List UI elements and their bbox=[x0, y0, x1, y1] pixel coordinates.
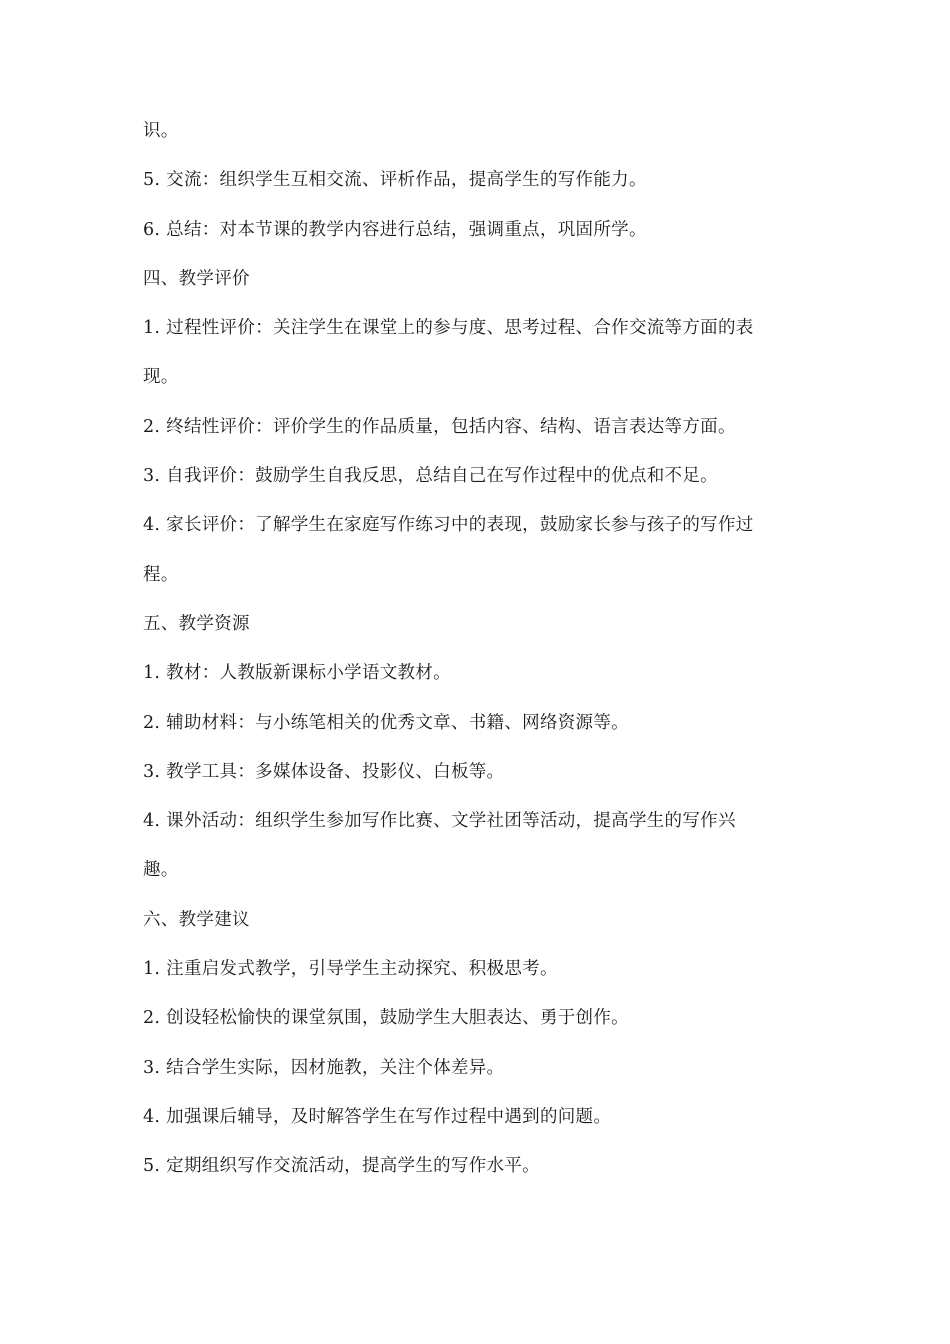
section-heading-suggestions: 六、教学建议 bbox=[143, 909, 250, 930]
document-body bbox=[143, 114, 823, 1199]
text-line-continuation: 识。 bbox=[143, 121, 179, 141]
list-item-textbook: 1. 教材：人教版新课标小学语文教材。 bbox=[143, 663, 451, 684]
list-item-exchange: 5. 交流：组织学生互相交流、评析作品，提高学生的写作能力。 bbox=[143, 170, 647, 191]
list-item-activities: 4. 课外活动：组织学生参加写作比赛、文学社团等活动，提高学生的写作兴 bbox=[143, 811, 736, 832]
list-item-individual-differences: 3. 结合学生实际，因材施教，关注个体差异。 bbox=[143, 1057, 505, 1078]
section-heading-resources: 五、教学资源 bbox=[143, 613, 250, 634]
list-item-atmosphere: 2. 创设轻松愉快的课堂氛围，鼓励学生大胆表达、勇于创作。 bbox=[143, 1008, 629, 1029]
text-line-continuation: 趣。 bbox=[143, 860, 179, 881]
list-item-self-evaluation: 3. 自我评价：鼓励学生自我反思，总结自己在写作过程中的优点和不足。 bbox=[143, 466, 718, 487]
list-item-parent-evaluation: 4. 家长评价：了解学生在家庭写作练习中的表现，鼓励家长参与孩子的写作过 bbox=[143, 515, 754, 536]
list-item-exchange-activities: 5. 定期组织写作交流活动，提高学生的写作水平。 bbox=[143, 1156, 540, 1177]
list-item-tools: 3. 教学工具：多媒体设备、投影仪、白板等。 bbox=[143, 761, 505, 782]
list-item-summative-evaluation: 2. 终结性评价：评价学生的作品质量，包括内容、结构、语言表达等方面。 bbox=[143, 416, 736, 437]
list-item-summary: 6. 总结：对本节课的教学内容进行总结，强调重点，巩固所学。 bbox=[143, 219, 647, 240]
text-line-continuation: 程。 bbox=[143, 564, 179, 585]
section-heading-evaluation: 四、教学评价 bbox=[143, 268, 250, 289]
list-item-process-evaluation: 1. 过程性评价：关注学生在课堂上的参与度、思考过程、合作交流等方面的表 bbox=[143, 318, 754, 339]
text-line-continuation: 现。 bbox=[143, 367, 179, 388]
list-item-materials: 2. 辅助材料：与小练笔相关的优秀文章、书籍、网络资源等。 bbox=[143, 712, 629, 733]
list-item-heuristic-teaching: 1. 注重启发式教学，引导学生主动探究、积极思考。 bbox=[143, 959, 558, 980]
list-item-tutoring: 4. 加强课后辅导，及时解答学生在写作过程中遇到的问题。 bbox=[143, 1106, 612, 1127]
